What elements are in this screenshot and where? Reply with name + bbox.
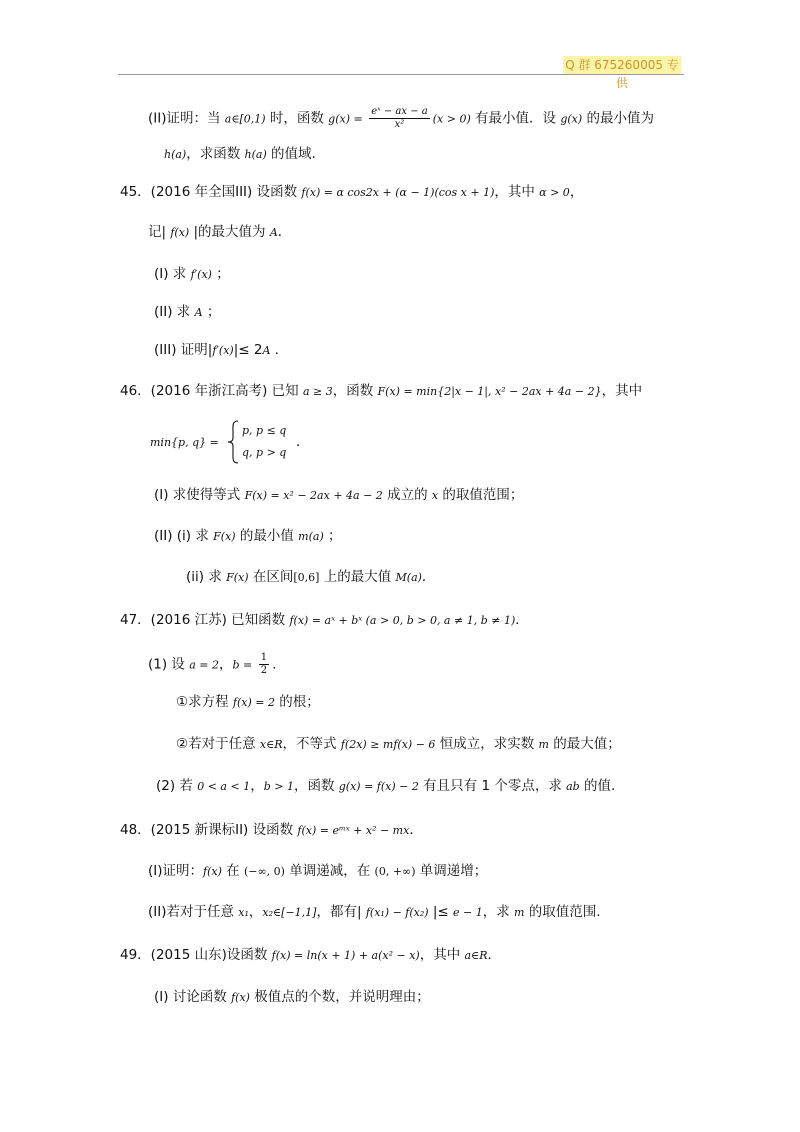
- sub-question: [154, 526, 342, 547]
- sub-question: [154, 485, 523, 506]
- text-segment: 48．(2015 新课标II) 设函数: [120, 822, 298, 838]
- text-segment: ．: [277, 224, 292, 240]
- text-segment: (II)若对于任意: [148, 904, 239, 920]
- text-segment: ，不等式: [282, 736, 341, 752]
- text-segment: |的最大值为: [189, 224, 270, 240]
- math-expression: A: [194, 306, 203, 319]
- text-segment: (2) 若: [156, 778, 198, 794]
- math-expression: x: [431, 489, 439, 502]
- text-line: [148, 106, 654, 131]
- math-expression: A: [262, 344, 271, 357]
- sub-question: [154, 340, 279, 361]
- text-segment: 的取值范围；: [438, 487, 524, 503]
- text-segment: (I) 求使得等式: [154, 487, 245, 503]
- text-segment: 的值.: [579, 778, 616, 794]
- problem-heading: [120, 610, 529, 631]
- math-expression: 0 < a < 1: [197, 780, 251, 793]
- math-expression: f(x): [203, 865, 222, 878]
- math-expression: e − 1: [453, 906, 483, 919]
- math-expression: g(x): [560, 112, 583, 126]
- math-expression: a ≥ 3: [302, 385, 333, 398]
- left-brace-icon: [226, 420, 240, 464]
- text-segment: (II)证明：当: [148, 110, 225, 127]
- text-segment: ．: [409, 822, 423, 838]
- math-expression: F(x) = min{2|x − 1|, x² − 2ax + 4a − 2}: [377, 385, 602, 398]
- text-segment: (III) 证明|: [154, 342, 213, 358]
- text-segment: 46．(2016 年浙江高考) 已知: [120, 383, 303, 399]
- sub-question: [154, 302, 220, 323]
- text-segment: 恒成立，求实数: [435, 736, 539, 752]
- text-segment: ，: [219, 656, 233, 673]
- problem-heading: [120, 820, 423, 841]
- text-segment: .: [272, 656, 277, 673]
- text-segment: 有且只有 1 个零点，求: [418, 778, 567, 794]
- math-expression: [0,6]: [293, 571, 320, 584]
- text-line: [296, 432, 310, 452]
- text-segment: 单调递减，在: [284, 863, 375, 879]
- math-expression: h(a): [164, 148, 187, 161]
- text-segment: (ii) 求: [186, 569, 227, 585]
- math-expression: b =: [232, 658, 256, 672]
- sub-question: [154, 987, 430, 1008]
- text-segment: ，其中: [494, 184, 540, 200]
- math-expression: x₁: [238, 906, 249, 919]
- math-expression: f(x) = eᵐˣ + x² − mx: [297, 824, 410, 837]
- text-segment: ①求方程: [176, 694, 233, 710]
- sub-question: [176, 734, 621, 755]
- math-expression: ab: [566, 780, 580, 793]
- sub-question: [176, 692, 320, 713]
- text-segment: ．: [296, 434, 310, 450]
- math-expression: x∈R: [259, 738, 283, 751]
- text-segment: 的最小值为: [582, 110, 654, 127]
- text-segment: 在区间: [248, 569, 294, 585]
- header-divider: [118, 74, 684, 75]
- text-segment: ，: [248, 904, 263, 920]
- text-segment: ；: [202, 304, 221, 320]
- text-segment: 的最大值；: [548, 736, 621, 752]
- fraction-denominator: x²: [394, 119, 405, 130]
- math-expression: f(x) = α cos2x + (α − 1)(cos x + 1): [301, 186, 495, 199]
- fraction-numerator: 1: [260, 652, 268, 663]
- fraction: [369, 106, 430, 131]
- math-expression: g(x) =: [328, 112, 367, 126]
- text-segment: ．: [487, 947, 501, 963]
- sub-question: [148, 652, 276, 677]
- math-expression: (0, +∞): [374, 865, 416, 878]
- math-expression: f(x₁) − f(x₂): [365, 906, 429, 919]
- piecewise-case: q, p > q: [242, 446, 287, 459]
- text-segment: ，都有|: [316, 904, 366, 920]
- math-expression: a∈[0,1): [224, 112, 266, 126]
- math-expression: (−∞, 0): [243, 865, 285, 878]
- sub-question: [148, 902, 601, 923]
- problem-heading: [120, 381, 642, 402]
- math-expression: x₂∈[−1,1]: [262, 906, 317, 919]
- text-segment: 有最小值．设: [470, 110, 561, 127]
- math-expression: m: [514, 906, 525, 919]
- text-segment: 的根；: [274, 694, 320, 710]
- text-segment: 极值点的个数，并说明理由；: [249, 989, 430, 1005]
- text-segment: ．: [515, 612, 529, 628]
- text-line: [164, 144, 316, 165]
- fraction: [259, 652, 269, 677]
- text-segment: 成立的: [382, 487, 432, 503]
- math-expression: f(x) = 2: [232, 696, 275, 709]
- math-expression: a∈R: [464, 949, 488, 962]
- text-segment: ．: [421, 569, 436, 585]
- math-expression: g(x) = f(x) − 2: [338, 780, 419, 793]
- text-segment: |≤ 2: [233, 342, 263, 358]
- sub-question: [148, 861, 487, 882]
- text-segment: ②若对于任意: [176, 736, 260, 752]
- math-expression: M(a): [395, 571, 422, 584]
- math-expression: m(a): [298, 530, 324, 543]
- fraction-denominator: 2: [260, 665, 268, 676]
- text-segment: 记|: [148, 224, 171, 240]
- text-segment: .: [270, 342, 279, 358]
- piecewise-case: p, p ≤ q: [242, 424, 287, 437]
- math-expression: b > 1: [263, 780, 294, 793]
- header-watermark-tag: Q 群 675260005 专供: [563, 56, 681, 74]
- text-segment: ，函数: [332, 383, 378, 399]
- text-segment: (I) 求: [154, 266, 191, 282]
- fraction-numerator: eˣ − ax − a: [371, 106, 428, 117]
- math-expression: f(x) = ln(x + 1) + a(x² − x): [271, 949, 420, 962]
- piecewise-definition: [150, 432, 219, 453]
- math-expression: (x > 0): [432, 112, 471, 126]
- text-segment: 49．(2015 山东)设函数: [120, 947, 272, 963]
- math-expression: f(2x) ≥ mf(x) − 6: [340, 738, 436, 751]
- math-expression: α > 0: [539, 186, 570, 199]
- sub-question: [154, 264, 230, 285]
- text-segment: (II) 求: [154, 304, 195, 320]
- math-expression: f(x): [231, 991, 250, 1004]
- text-segment: (1) 设: [148, 656, 190, 673]
- problem-heading: [120, 182, 583, 203]
- math-expression: A: [269, 226, 278, 239]
- math-expression: f′(x): [212, 344, 234, 357]
- math-expression: h(a): [244, 148, 267, 161]
- math-expression: a = 2: [189, 658, 219, 672]
- text-segment: ，函数: [293, 778, 339, 794]
- text-segment: ，其中: [419, 947, 465, 963]
- text-segment: ，求: [482, 904, 515, 920]
- text-segment: ，求函数: [186, 146, 245, 162]
- sub-question: [186, 567, 435, 588]
- problem-heading: [120, 945, 501, 966]
- text-segment: (I)证明：: [148, 863, 204, 879]
- math-expression: F(x) = x² − 2ax + 4a − 2: [244, 489, 383, 502]
- math-expression: f(x): [170, 226, 190, 239]
- text-segment: ；: [323, 528, 342, 544]
- text-segment: (I) 讨论函数: [154, 989, 232, 1005]
- text-segment: ，: [250, 778, 264, 794]
- math-expression: F(x): [213, 530, 236, 543]
- text-line: [148, 222, 291, 243]
- text-segment: 时，函数: [265, 110, 329, 127]
- text-segment: 上的最大值: [319, 569, 396, 585]
- text-segment: ；: [211, 266, 230, 282]
- math-expression: f′(x): [190, 268, 212, 281]
- text-segment: 的最小值: [235, 528, 299, 544]
- text-segment: (II) (i) 求: [154, 528, 214, 544]
- text-segment: ，其中: [601, 383, 643, 399]
- sub-question: [156, 776, 615, 797]
- text-segment: ，: [569, 184, 584, 200]
- text-segment: 的取值范围.: [524, 904, 601, 920]
- text-segment: 45．(2016 年全国III) 设函数: [120, 184, 302, 200]
- math-expression: m: [538, 738, 549, 751]
- text-segment: 的值域.: [266, 146, 316, 162]
- math-expression: F(x): [226, 571, 249, 584]
- math-expression: f(x) = aˣ + bˣ (a > 0, b > 0, a ≠ 1, b ≠ 1): [289, 614, 516, 627]
- text-segment: 47．(2016 江苏) 已知函数: [120, 612, 290, 628]
- math-expression: min{p, q} =: [150, 436, 219, 449]
- text-segment: |≤: [428, 904, 454, 920]
- text-segment: 单调递增；: [415, 863, 488, 879]
- text-segment: 在: [221, 863, 244, 879]
